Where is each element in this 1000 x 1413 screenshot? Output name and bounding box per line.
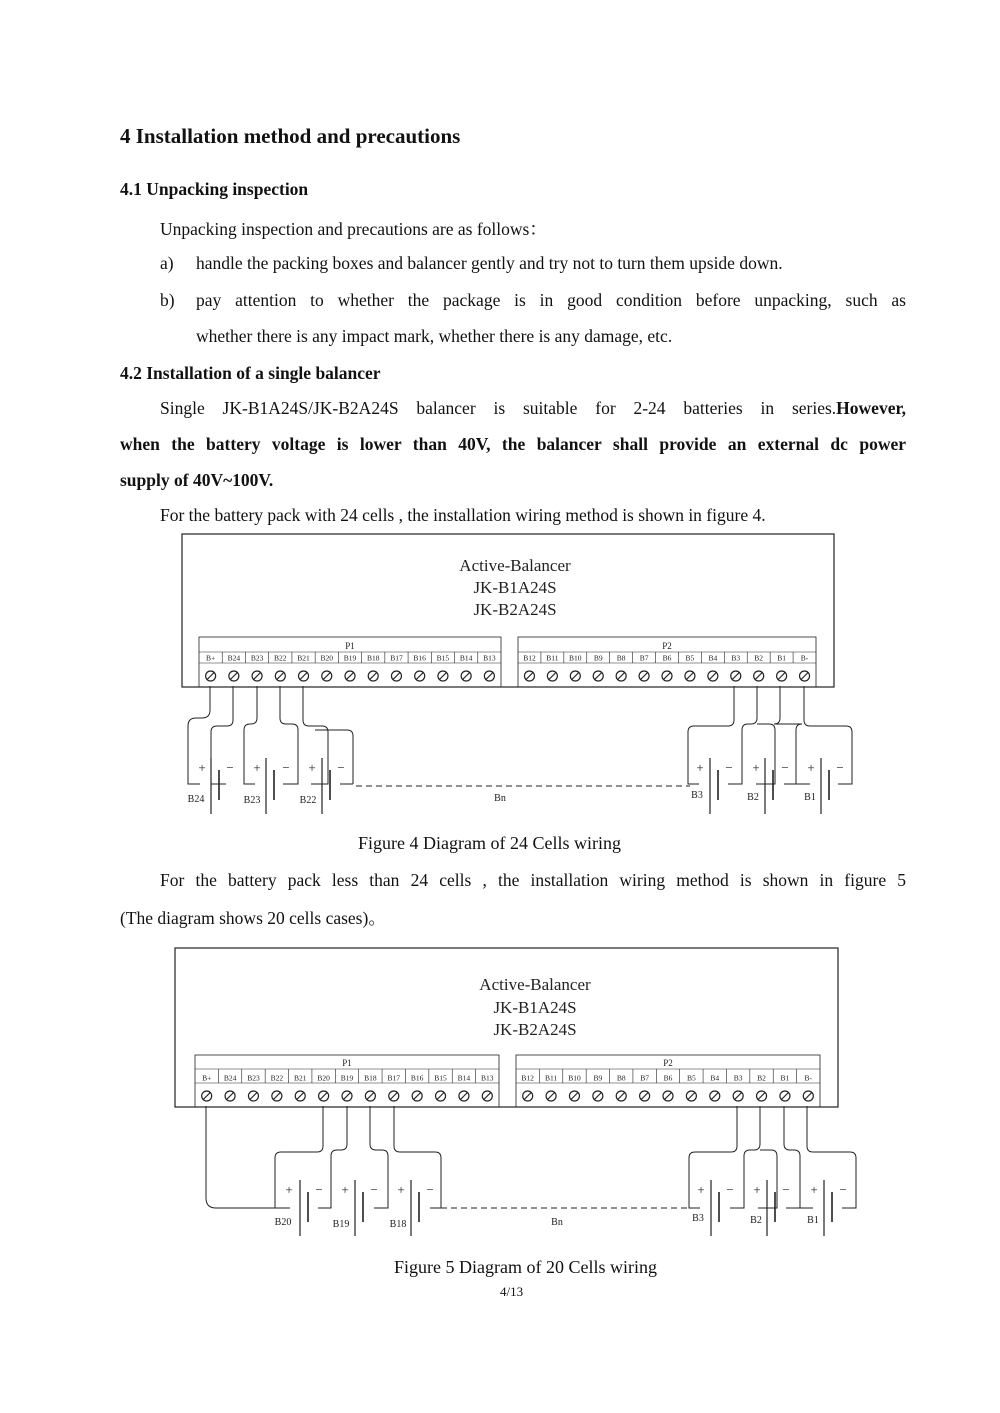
battery-minus: −: [370, 1182, 378, 1197]
pin-label: B-: [800, 653, 809, 663]
list-item-b-line2: whether there is any impact mark, whether there is any damage, etc.: [196, 326, 673, 346]
screw-slot: [526, 673, 533, 680]
battery-B22: [300, 758, 345, 814]
unpacking-intro: Unpacking inspection and precautions are as follows：: [160, 219, 547, 239]
pin-label: B11: [544, 1073, 558, 1083]
screw-slot: [203, 1093, 210, 1100]
battery-B23: [244, 758, 290, 814]
connector-p1: [195, 1055, 499, 1107]
list-item-a: handle the packing boxes and balancer gently and try not to turn them upside down.: [196, 253, 783, 273]
screw-slot: [641, 1093, 648, 1100]
pin-label: B1: [777, 653, 786, 663]
pin-label: B15: [436, 653, 450, 663]
battery-plus: +: [341, 1182, 349, 1197]
pin-label: B14: [459, 653, 473, 663]
screw-slot: [781, 1093, 788, 1100]
pin-label: B9: [593, 1073, 603, 1083]
pin-label: B7: [640, 1073, 649, 1083]
battery-plus: +: [753, 1182, 761, 1197]
screw-slot: [254, 673, 261, 680]
battery-minus: −: [337, 760, 345, 775]
power-warning-line2: when the battery voltage is lower than 40V, the balancer shall provide an external dc power: [120, 434, 906, 454]
screw-slot: [548, 1093, 555, 1100]
pin-label: B23: [247, 1073, 260, 1083]
connector-p2: [518, 637, 816, 687]
screw-slot: [735, 1093, 742, 1100]
pin-label: B3: [733, 1073, 743, 1083]
pin-label: B18: [364, 1073, 377, 1083]
battery-B19: [333, 1180, 378, 1236]
battery-minus: −: [226, 760, 234, 775]
battery-minus: −: [782, 1182, 790, 1197]
screw-slot: [524, 1093, 531, 1100]
subsection-title-4-1: 4.1 Unpacking inspection: [120, 179, 309, 199]
screw-slot: [437, 1093, 444, 1100]
pin-label: B22: [274, 653, 287, 663]
power-warning-start: However,: [836, 398, 906, 418]
middle-cells-label: Bn: [551, 1217, 563, 1228]
pin-label: B+: [202, 1073, 212, 1083]
wires-left: [206, 1106, 441, 1208]
screw-slot: [549, 673, 556, 680]
connector-p2-label: P2: [662, 641, 672, 651]
battery-minus: −: [781, 760, 789, 775]
battery-plus: +: [253, 760, 261, 775]
screw-slot: [484, 1093, 491, 1100]
pin-label: B19: [343, 653, 357, 663]
screw-slot: [805, 1093, 812, 1100]
pin-label: B18: [366, 653, 380, 663]
screw-slot: [732, 673, 739, 680]
figure5-diagram: [175, 948, 856, 1236]
screw-slot: [801, 673, 808, 680]
page-number: 4/13: [500, 1284, 524, 1299]
pin-label: B20: [317, 1073, 330, 1083]
screw-slot: [755, 673, 762, 680]
balancer-model-1: JK-B1A24S: [493, 998, 577, 1017]
screw-slot: [595, 673, 602, 680]
battery-plus: +: [807, 760, 815, 775]
section-title: 4 Installation method and precautions: [120, 124, 461, 148]
screw-slot: [367, 1093, 374, 1100]
pin-label: B10: [568, 1073, 581, 1083]
battery-plus: +: [697, 1182, 705, 1197]
battery-label: B2: [747, 792, 759, 803]
screw-slot: [758, 1093, 765, 1100]
screw-slot: [390, 1093, 397, 1100]
screw-slot: [463, 673, 470, 680]
screw-slot: [320, 1093, 327, 1100]
battery-minus: −: [725, 760, 733, 775]
battery-label: B24: [187, 794, 205, 805]
figure5-intro-line2: (The diagram shows 20 cells cases)。: [120, 908, 386, 928]
pin-label: B2: [754, 653, 764, 663]
screw-slot: [300, 673, 307, 680]
battery-minus: −: [282, 760, 290, 775]
power-warning-line3: supply of 40V~100V.: [120, 470, 274, 490]
screw-slot: [393, 673, 400, 680]
pin-label: B14: [457, 1073, 471, 1083]
pin-label: B15: [434, 1073, 447, 1083]
figure5-caption: Figure 5 Diagram of 20 Cells wiring: [394, 1257, 657, 1277]
battery-B3: [691, 758, 733, 814]
pin-label: B5: [685, 653, 695, 663]
screw-slot: [686, 673, 693, 680]
pin-label: B12: [523, 653, 536, 663]
connector-p2-label: P2: [663, 1058, 673, 1068]
pin-label: B10: [569, 653, 582, 663]
screw-slot: [618, 673, 625, 680]
connector-p1-label: P1: [342, 1058, 352, 1068]
screw-slot: [486, 673, 493, 680]
screw-slot: [688, 1093, 695, 1100]
screw-slot: [778, 673, 785, 680]
pin-label: B21: [297, 653, 310, 663]
screw-slot: [618, 1093, 625, 1100]
wire: [206, 1106, 293, 1208]
balancer-suitability-text: Single JK-B1A24S/JK-B2A24S balancer is suitable for 2-24 batteries in series.: [160, 398, 837, 418]
screw-slot: [344, 1093, 351, 1100]
wires-right: [689, 1106, 856, 1208]
list-marker-a: a): [160, 253, 174, 273]
screw-slot: [370, 673, 377, 680]
screw-slot: [277, 673, 284, 680]
pin-label: B12: [521, 1073, 534, 1083]
screw-slot: [439, 673, 446, 680]
pin-label: B+: [205, 653, 216, 663]
screw-slot: [665, 1093, 672, 1100]
pin-label: B8: [616, 653, 626, 663]
wires-right: [688, 686, 852, 784]
battery-label: B20: [274, 1217, 292, 1228]
battery-minus: −: [726, 1182, 734, 1197]
pin-label: B20: [320, 653, 334, 663]
pin-label: B16: [413, 653, 426, 663]
battery-plus: +: [696, 760, 704, 775]
pin-label: B6: [663, 1073, 673, 1083]
middle-cells-label: Bn: [494, 793, 506, 804]
battery-B2: [747, 758, 789, 814]
figure5-intro-line1: For the battery pack less than 24 cells , the installation wiring method is shown in figure 5: [160, 870, 906, 890]
screw-slot: [273, 1093, 280, 1100]
pin-label: B13: [481, 1073, 494, 1083]
pin-label: B19: [340, 1073, 354, 1083]
wire: [315, 730, 353, 784]
pin-label: B6: [662, 653, 672, 663]
screw-slot: [230, 673, 237, 680]
figure4-caption: Figure 4 Diagram of 24 Cells wiring: [358, 833, 621, 853]
pin-label: B4: [708, 653, 718, 663]
battery-minus: −: [839, 1182, 847, 1197]
screw-slot: [641, 673, 648, 680]
pin-label: B24: [223, 1073, 237, 1083]
battery-label: B23: [243, 795, 261, 806]
pin-label: B2: [757, 1073, 766, 1083]
pin-label: B24: [227, 653, 241, 663]
connector-p1-label: P1: [345, 641, 355, 651]
screw-slot: [711, 1093, 718, 1100]
connector-p2: [516, 1055, 820, 1107]
battery-minus: −: [315, 1182, 323, 1197]
battery-plus: +: [285, 1182, 293, 1197]
screw-slot: [250, 1093, 257, 1100]
pin-label: B11: [546, 653, 559, 663]
pin-label: B4: [710, 1073, 720, 1083]
screw-slot: [207, 673, 214, 680]
screw-slot: [571, 1093, 578, 1100]
screw-slot: [460, 1093, 467, 1100]
battery-minus: −: [426, 1182, 434, 1197]
battery-label: B1: [807, 1215, 819, 1226]
pin-label: B9: [593, 653, 603, 663]
battery-label: B18: [389, 1219, 407, 1230]
battery-B18: [390, 1180, 434, 1236]
battery-label: B3: [691, 790, 703, 801]
pin-label: B17: [390, 653, 403, 663]
screw-slot: [414, 1093, 421, 1100]
screw-slot: [664, 673, 671, 680]
battery-plus: +: [752, 760, 760, 775]
list-marker-b: b): [160, 290, 175, 310]
pin-label: B7: [639, 653, 649, 663]
screw-slot: [297, 1093, 304, 1100]
screw-slot: [416, 673, 423, 680]
pin-label: B-: [804, 1073, 813, 1083]
pin-label: B17: [387, 1073, 401, 1083]
list-item-b-line1: pay attention to whether the package is in good condition before unpacking, such as: [196, 290, 906, 310]
battery-B1: [807, 1180, 847, 1236]
screw-slot: [709, 673, 716, 680]
figure4-diagram: [182, 534, 852, 814]
battery-label: B1: [804, 792, 816, 803]
screw-slot: [323, 673, 330, 680]
subsection-title-4-2: 4.2 Installation of a single balancer: [120, 363, 381, 383]
battery-label: B19: [332, 1219, 350, 1230]
balancer-model-2: JK-B2A24S: [473, 600, 557, 619]
pin-label: B8: [616, 1073, 626, 1083]
battery-plus: +: [810, 1182, 818, 1197]
screw-slot: [594, 1093, 601, 1100]
pin-label: B1: [780, 1073, 790, 1083]
balancer-model-2: JK-B2A24S: [493, 1020, 577, 1039]
pin-label: B5: [687, 1073, 696, 1083]
battery-plus: +: [198, 760, 206, 775]
battery-label: B22: [299, 795, 317, 806]
battery-label: B2: [750, 1215, 762, 1226]
figure4-intro: For the battery pack with 24 cells , the installation wiring method is shown in figure 4.: [160, 505, 766, 525]
pin-label: B3: [731, 653, 741, 663]
battery-B24: [188, 758, 234, 814]
screw-slot: [347, 673, 354, 680]
battery-B1: [804, 758, 844, 814]
pin-label: B16: [410, 1073, 424, 1083]
battery-plus: +: [308, 760, 316, 775]
battery-label: B3: [692, 1213, 704, 1224]
pin-label: B13: [483, 653, 496, 663]
battery-minus: −: [836, 760, 844, 775]
pin-label: B22: [270, 1073, 284, 1083]
screw-slot: [572, 673, 579, 680]
balancer-title: Active-Balancer: [479, 975, 591, 994]
connector-p1: [199, 637, 501, 687]
wires-left: [188, 686, 353, 784]
pin-label: B23: [250, 653, 264, 663]
battery-plus: +: [397, 1182, 405, 1197]
balancer-title: Active-Balancer: [459, 556, 571, 575]
screw-slot: [227, 1093, 234, 1100]
balancer-model-1: JK-B1A24S: [473, 578, 557, 597]
pin-label: B21: [293, 1073, 307, 1083]
